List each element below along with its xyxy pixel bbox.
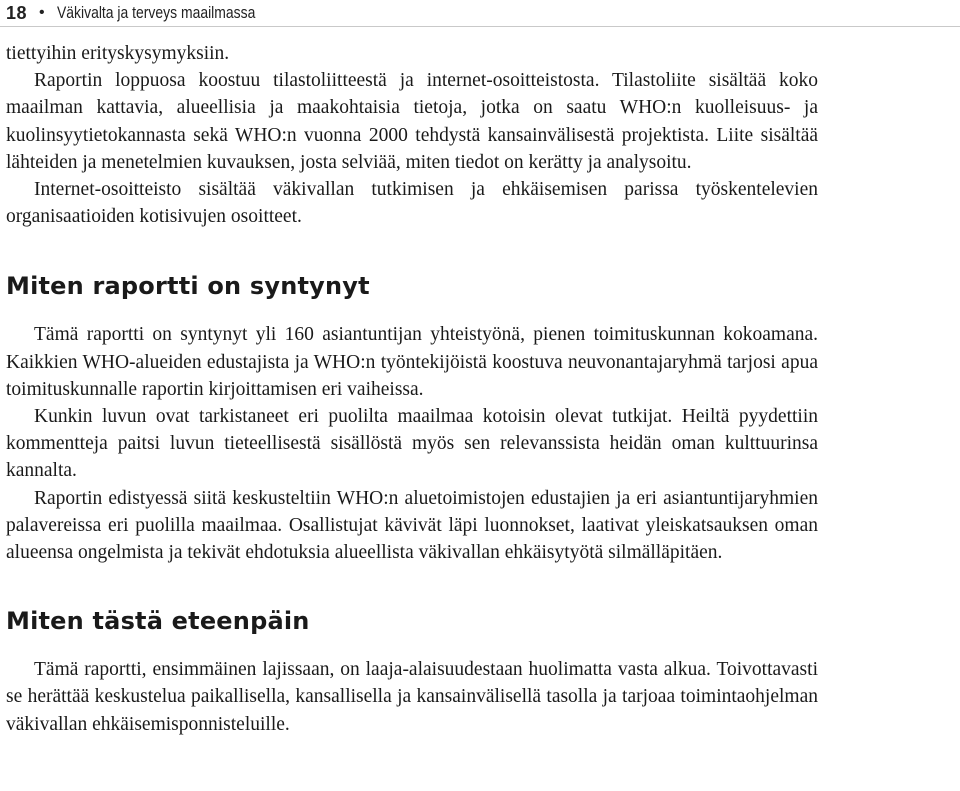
section1-paragraph-2: Kunkin luvun ovat tarkistaneet eri puolilta maailmaa kotoisin olevat tutkijat. Heiltä pyydettiin kommentteja paitsi luvun tieteellisestä sisällöstä myös sen relevanssista heidän oman kulttuurinsa kannalta. [6,406,818,482]
intro-paragraph-2: Raportin loppuosa koostuu tilastoliitteestä ja internet-osoitteistosta. Tilastoliite sisältää koko maailman kattavia, alueellisia ja maakohtaisia tietoja, jotka on saatu WHO:n kuolleisuus- ja kuolinsyytietokannasta sekä WHO:n vuonna 2000 tehdystä kansainvälisestä projektista. Liite sisältää lähteiden ja menetelmien kuvauksen, josta selviää, miten tiedot on kerätty ja analysoitu. [6,70,818,173]
bullet-icon: • [39,4,45,21]
intro-paragraph-3: Internet-osoitteisto sisältää väkivallan tutkimisen ja ehkäisemisen parissa työskentelevien organisaatioiden kotisivujen osoitteet. [6,179,818,228]
running-title: Väkivalta ja terveys maailmassa [56,3,255,22]
section-heading-2: Miten tästä eteenpäin [6,607,310,636]
page-header [6,0,299,26]
page-content [6,40,818,738]
header-rule [0,26,960,27]
intro-paragraph-1: tiettyihin erityskysymyksiin. [6,43,230,64]
page-number: 18 [6,2,28,23]
section1-paragraph-1: Tämä raportti on syntynyt yli 160 asiantuntijan yhteistyönä, pienen toimituskunnan kokoamana. Kaikkien WHO-alueiden edustajista ja WHO:n työntekijöistä koostuva neuvonantajaryhmä tarjosi apua toimituskunnalle raportin kirjoittamisen eri vaiheissa. [6,324,818,400]
section2-paragraph-1: Tämä raportti, ensimmäinen lajissaan, on laaja-alaisuudestaan huolimatta vasta alkua. Toivottavasti se herättää keskustelua paikallisella, kansallisella ja kansainvälisellä tasolla ja tarjoaa toimintaohjelman väkivallan ehkäisemisponnisteluille. [6,659,818,735]
section-heading-1: Miten raportti on syntynyt [6,272,370,301]
section1-paragraph-3: Raportin edistyessä siitä keskusteltiin WHO:n aluetoimistojen edustajien ja eri asiantuntijaryhmien palavereissa eri puolilla maailmaa. Osallistujat kävivät läpi luonnokset, laativat yleiskatsauksen oman alueensa ongelmista ja tekivät ehdotuksia alueellista väkivallan ehkäisytyötä silmälläpitäen. [6,487,818,564]
